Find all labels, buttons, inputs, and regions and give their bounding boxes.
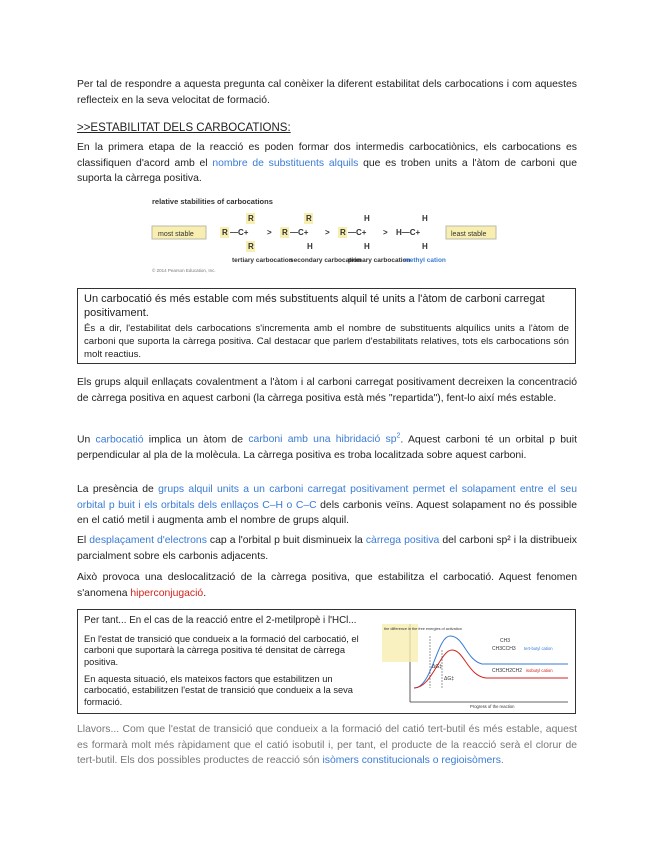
svg-text:H: H (422, 214, 428, 223)
svg-text:—C+: —C+ (290, 228, 309, 237)
text: Llavors... Com que l'estat de transició que condueix a la formació del catió tert-butil és més estable, aquest es formarà molt més ràpidament que el catió isobutil i, per tant, el producte de la reacció serà el clorur de tert-butil. Els dos possibles productes de reacció són (77, 724, 577, 767)
ch3-label: CH3 (500, 638, 511, 644)
text: que es troben units a l'àtom de carboni que suporta la càrrega positiva. (77, 157, 577, 185)
most-stable-label: most stable (158, 231, 194, 238)
figure-title: relative stabilities of carbocations (152, 197, 273, 206)
isobutyl-formula: CH3CH2CH2 (492, 668, 523, 674)
svg-text:R: R (340, 228, 346, 237)
hyperconjugation-term: hiperconjugació (130, 587, 204, 599)
copyright: © 2014 Pearson Education, Inc. (152, 268, 216, 273)
link-carbocation[interactable]: carbocatió (95, 434, 144, 446)
link-overlap[interactable]: grups alquil units a un carboni carregat positivament permet el solapament entre el seu orbital p buit i els orbitals dels enllaços C–H o C–C (77, 484, 577, 511)
text: implica un àtom de (143, 434, 249, 446)
paragraph-sp2 (77, 429, 577, 464)
svg-text:R: R (306, 214, 312, 223)
paragraph-classification (77, 140, 577, 187)
summary-main: Un carbocatió és més estable com més substituents alquil té units a l'àtom de carboni carregat positivament. (84, 293, 545, 319)
intro-paragraph: Per tal de respondre a aquesta pregunta cal conèixer la diferent estabilitat dels carbocations i com aquestes reflecteix en la seva velocitat de formació. (77, 79, 577, 106)
link-substituents[interactable]: nombre de substituents alquils (212, 157, 359, 169)
secondary-label: secondary carbocation (290, 257, 362, 264)
svg-text:>: > (267, 228, 272, 237)
text: cap a l'orbital p buit disminueix la (206, 535, 366, 546)
paragraph-overlap (77, 482, 577, 529)
paragraph-hyperconjugation (77, 570, 577, 601)
text: Un (77, 434, 96, 446)
svg-text:—C+: —C+ (348, 228, 367, 237)
text: En la primera etapa de la reacció es poden formar dos intermedis carbocatiònics, els carbocations es classifiquen d'acord amb el (77, 142, 577, 169)
energy-diagram (382, 618, 572, 710)
isobutyl-tag: isobutyl cation (526, 668, 553, 673)
svg-text:H: H (364, 242, 370, 251)
tert-butyl-tag: tert-butyl cation (524, 646, 553, 651)
link-positive-charge[interactable]: càrrega positiva (365, 535, 440, 546)
primary-label: primary carbocation (348, 257, 411, 264)
least-stable-label: least stable (451, 231, 487, 238)
svg-text:R: R (282, 228, 288, 237)
dg-difference-note: the difference in the free energies of activation (384, 627, 462, 631)
svg-text:R: R (248, 214, 254, 223)
summary-box (77, 288, 576, 364)
tert-butyl-formula: CH3CCH3 (492, 646, 516, 652)
conclusion-title: Per tant... En el cas de la reacció entre el 2-metilpropè i l'HCl... (84, 615, 357, 626)
text: . (500, 755, 504, 767)
summary-detail: És a dir, l'estabilitat dels carbocations s'incrementa amb el nombre de substituents alquílics units a l'àtom de carboni que suporta la càrrega positiva. Cal destacar que parlem d'estabilitats relatives, tots els carbocations són molt reactius. (84, 323, 569, 360)
reaction-progress-label: Progress of the reaction (470, 704, 515, 709)
link-isomers[interactable]: isòmers constitucionals o regioisòmers (322, 755, 501, 767)
svg-text:>: > (325, 228, 330, 237)
link-sp2[interactable]: carboni amb una hibridació $sp^2$ (248, 433, 401, 446)
section-heading: >>ESTABILITAT DELS CARBOCATIONS: (77, 122, 291, 134)
conclusion-text-1: En l'estat de transició que condueix a la formació del carbocatió, el carboni que suportarà la càrrega positiva té densitat de càrrega positiva. (84, 634, 359, 667)
text: Això provoca una deslocalització de la càrrega positiva, que estabilitza el carbocatió. Aquest fenomen s'anomena (77, 572, 577, 599)
svg-text:H: H (422, 242, 428, 251)
dg-2: ΔG‡ (444, 676, 455, 682)
link-electron-shift[interactable]: desplaçament d'electrons (89, 535, 207, 546)
text: del carboni sp² i la distribueix parcialment sobre els carbonis adjacents. (77, 535, 577, 562)
svg-text:H—C+: H—C+ (396, 228, 421, 237)
text: . (203, 587, 207, 599)
paragraph-electron-shift (77, 533, 577, 564)
svg-text:H: H (364, 214, 370, 223)
svg-text:>: > (383, 228, 388, 237)
text: dels carbonis veïns. Aquest solapament no és possible en el catió metil i augmenta amb el nombre de grups alquil. (77, 499, 577, 527)
paragraph-alkyl-groups: Els grups alquil enllaçats covalentment a l'àtom i al carboni carregat positivament decreixen la concentració de càrrega positiva en aquest carboni (la càrrega positiva està més "repartida"), fent-lo així més estable. (77, 377, 577, 404)
svg-text:H: H (307, 242, 313, 251)
final-paragraph (77, 722, 577, 769)
dg-1: ΔG‡ (432, 664, 443, 670)
carbocation-stability-figure (150, 196, 502, 274)
conclusion-text-2: En aquesta situació, els mateixos factors que estabilitzen un carbocatió, estabilitzen l'estat de transició que condueix a la seva formació. (84, 674, 353, 707)
methyl-label: methyl cation (404, 257, 446, 264)
text: La presència de (77, 484, 159, 495)
svg-text:R: R (248, 242, 254, 251)
text: . Aquest carboni té un orbital p buit perpendicular al pla de la molècula. La càrrega positiva es troba localitzada sobre aquest carboni. (77, 434, 578, 462)
tertiary-label: tertiary carbocation (232, 257, 293, 264)
svg-text:R: R (222, 228, 228, 237)
conclusion-box (77, 609, 576, 714)
text: El (77, 535, 90, 546)
svg-text:—C+: —C+ (230, 228, 249, 237)
